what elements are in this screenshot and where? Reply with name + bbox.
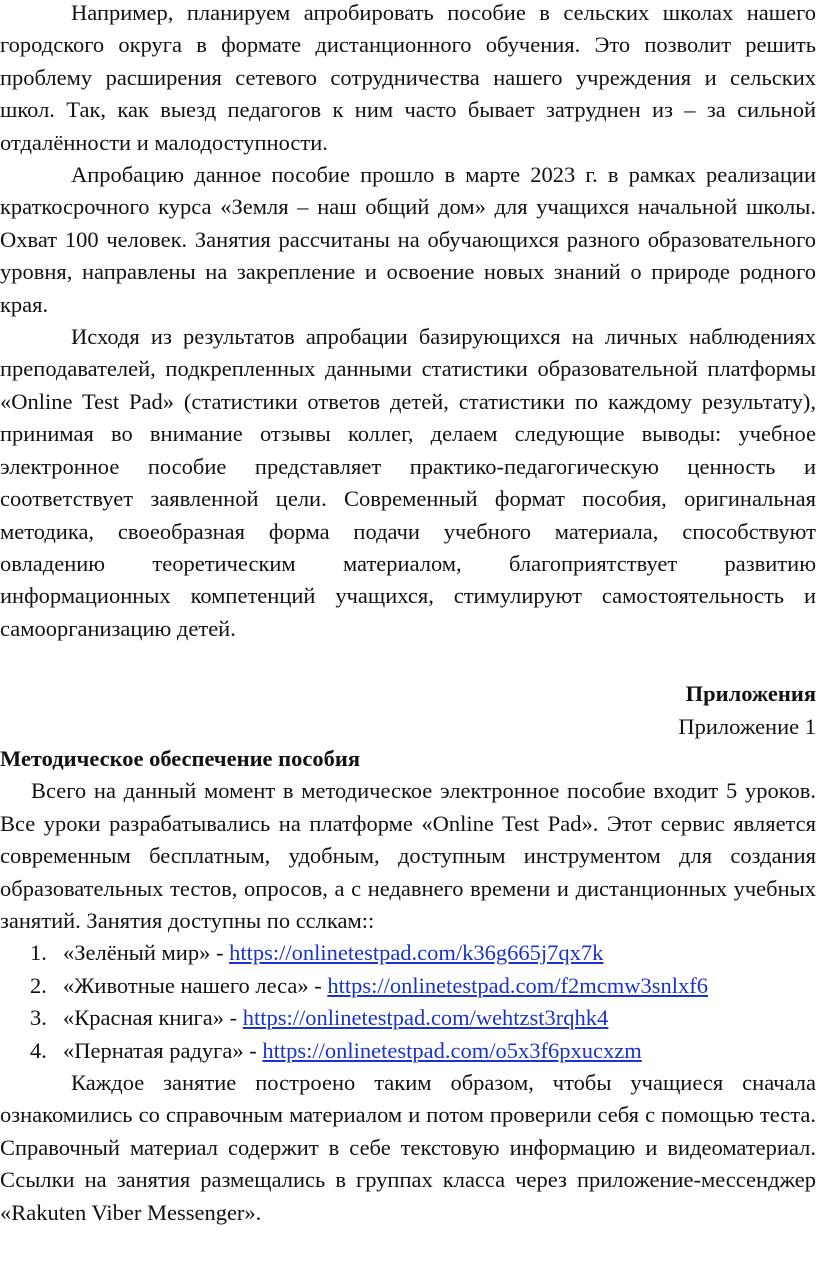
paragraph-lesson-structure: Каждое занятие построено таким образом, чтобы учащиеся сначала ознакомились со справочным материалом и потом проверили себя с помощью теста. Справочный материал содержит в себе текстовую информацию и видеоматериал. Ссылки на занятия размещались в группах класса через приложение-мессенджер «Rakuten Viber Messenger». (0, 1070, 816, 1225)
paragraph-lessons-intro: Всего на данный момент в методическое электронное пособие входит 5 уроков. Все уроки разрабатывались на платформе «Online Test Pad». Этот сервис является современным бесплатным, удобным, доступным инструментом для создания образовательных тестов, опросов, а с недавнего времени и дистанционных учебных занятий. Занятия доступны по сслкам:: (0, 778, 816, 933)
lesson-link-2[interactable]: https://onlinetestpad.com/f2mcmw3snlxf6 (327, 972, 708, 998)
list-item-lesson-1 (0, 937, 816, 969)
lesson-title: «Животные нашего леса» - (63, 972, 328, 998)
lesson-link-4[interactable]: https://onlinetestpad.com/o5x3f6pxucxzm (262, 1037, 642, 1063)
list-item-lesson-2 (0, 970, 816, 1002)
lesson-link-3[interactable]: https://onlinetestpad.com/wehtzst3rqhk4 (242, 1005, 609, 1031)
lesson-title: «Красная книга» - (63, 1005, 243, 1031)
appendix-1-label: Приложение 1 (678, 713, 816, 739)
list-item-lesson-3 (0, 1002, 816, 1034)
section-spacer (0, 645, 816, 678)
lesson-title: «Зелёный мир» - (63, 940, 230, 966)
list-item-lesson-4 (0, 1035, 816, 1067)
methodical-support-heading: Методическое обеспечение пособия (0, 745, 360, 771)
lesson-title: «Пернатая радуга» - (63, 1037, 263, 1063)
list-number: 4. (30, 1037, 47, 1063)
lesson-links-list (0, 937, 816, 1067)
paragraph-approbation-results: Апробацию данное пособие прошло в марте 2023 г. в рамках реализации краткосрочного курса «Земля – наш общий дом» для учащихся начальной школы. Охват 100 человек. Занятия рассчитаны на обучающихся разного образовательного уровня, направлены на закрепление и освоение новых знаний о природе родного края. (0, 162, 816, 317)
list-number: 2. (30, 972, 47, 998)
appendices-title: Приложения (685, 681, 816, 707)
list-number: 3. (30, 1005, 47, 1031)
lesson-link-1[interactable]: https://onlinetestpad.com/k36g665j7qx7k (229, 940, 604, 966)
paragraph-conclusions: Исходя из результатов апробации базирующихся на личных наблюдениях преподавателей, подкрепленных данными статистики образовательной платформы «Online Test Pad» (статистики ответов детей, статистики по каждому результату), принимая во внимание отзывы коллег, делаем следующие выводы: учебное электронное пособие представляет практико-педагогическую ценность и соответствует заявленной цели. Современный формат пособия, оригинальная методика, своеобразная форма подачи учебного материала, способствуют овладению теоретическим материалом, благоприятствует развитию информационных компетенций учащихся, стимулируют самостоятельность и самоорганизацию детей. (0, 324, 816, 641)
list-number: 1. (30, 940, 47, 966)
paragraph-approbation-plan: Например, планируем апробировать пособие в сельских школах нашего городского округа в формате дистанционного обучения. Это позволит решить проблему расширения сетевого сотрудничества нашего учреждения и сельских школ. Так, как выезд педагогов к ним часто бывает затруднен из – за сильной отдалённости и малодоступности. (0, 0, 816, 155)
